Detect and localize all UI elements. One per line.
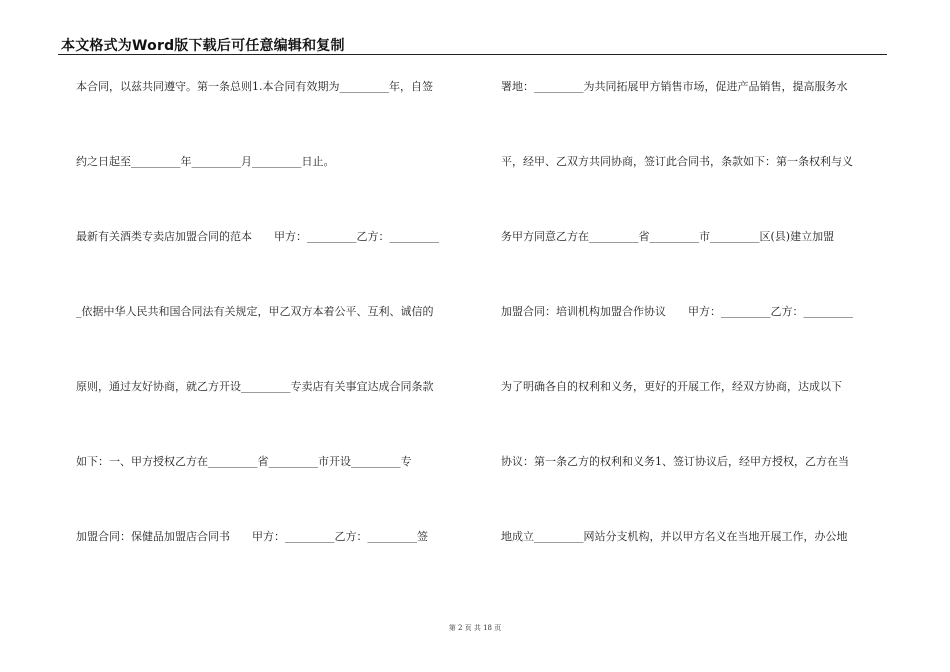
right-line-2: 平，经甲、乙双方共同协商，签订此合同书，条款如下：第一条权利与义 (501, 155, 853, 168)
left-line-4: _依据中华人民共和国合同法有关规定，甲乙双方本着公平、互利、诚信的 (76, 305, 434, 318)
left-line-2: 约之日起至_________年_________月_________日止。 (76, 155, 335, 168)
page-number-footer: 第 2 页 共 18 页 (448, 624, 502, 632)
right-line-4: 加盟合同：培训机构加盟合作协议 甲方：_________乙方：_________ (501, 305, 853, 318)
right-line-6: 协议：第一条乙方的权利和义务1、签订协议后，经甲方授权，乙方在当 (501, 455, 849, 468)
right-line-7: 地成立_________网站分支机构，并以甲方名义在当地开展工作，办公地 (501, 530, 848, 543)
left-line-1: 本合同，以兹共同遵守。第一条总则1.本合同有效期为_________年，自签 (76, 80, 433, 93)
right-line-3: 务甲方同意乙方在_________省_________市_________区(县)建立加盟 (501, 230, 835, 243)
left-line-5: 原则，通过友好协商，就乙方开设_________专卖店有关事宜达成合同条款 (76, 380, 434, 393)
left-line-3: 最新有关酒类专卖店加盟合同的范本 甲方：_________乙方：_________ (76, 230, 439, 243)
left-line-6: 如下：一、甲方授权乙方在_________省_________市开设_________专 (76, 455, 412, 468)
left-line-7: 加盟合同：保健品加盟店合同书 甲方：_________乙方：_________签 (76, 530, 428, 543)
header-divider (58, 54, 887, 55)
right-line-1: 署地：_________为共同拓展甲方销售市场，促进产品销售，提高服务水 (501, 80, 848, 93)
document-header-title: 本文格式为Word版下载后可任意编辑和复制 (61, 38, 345, 54)
right-line-5: 为了明确各自的权利和义务，更好的开展工作，经双方协商，达成以下 (501, 380, 842, 393)
